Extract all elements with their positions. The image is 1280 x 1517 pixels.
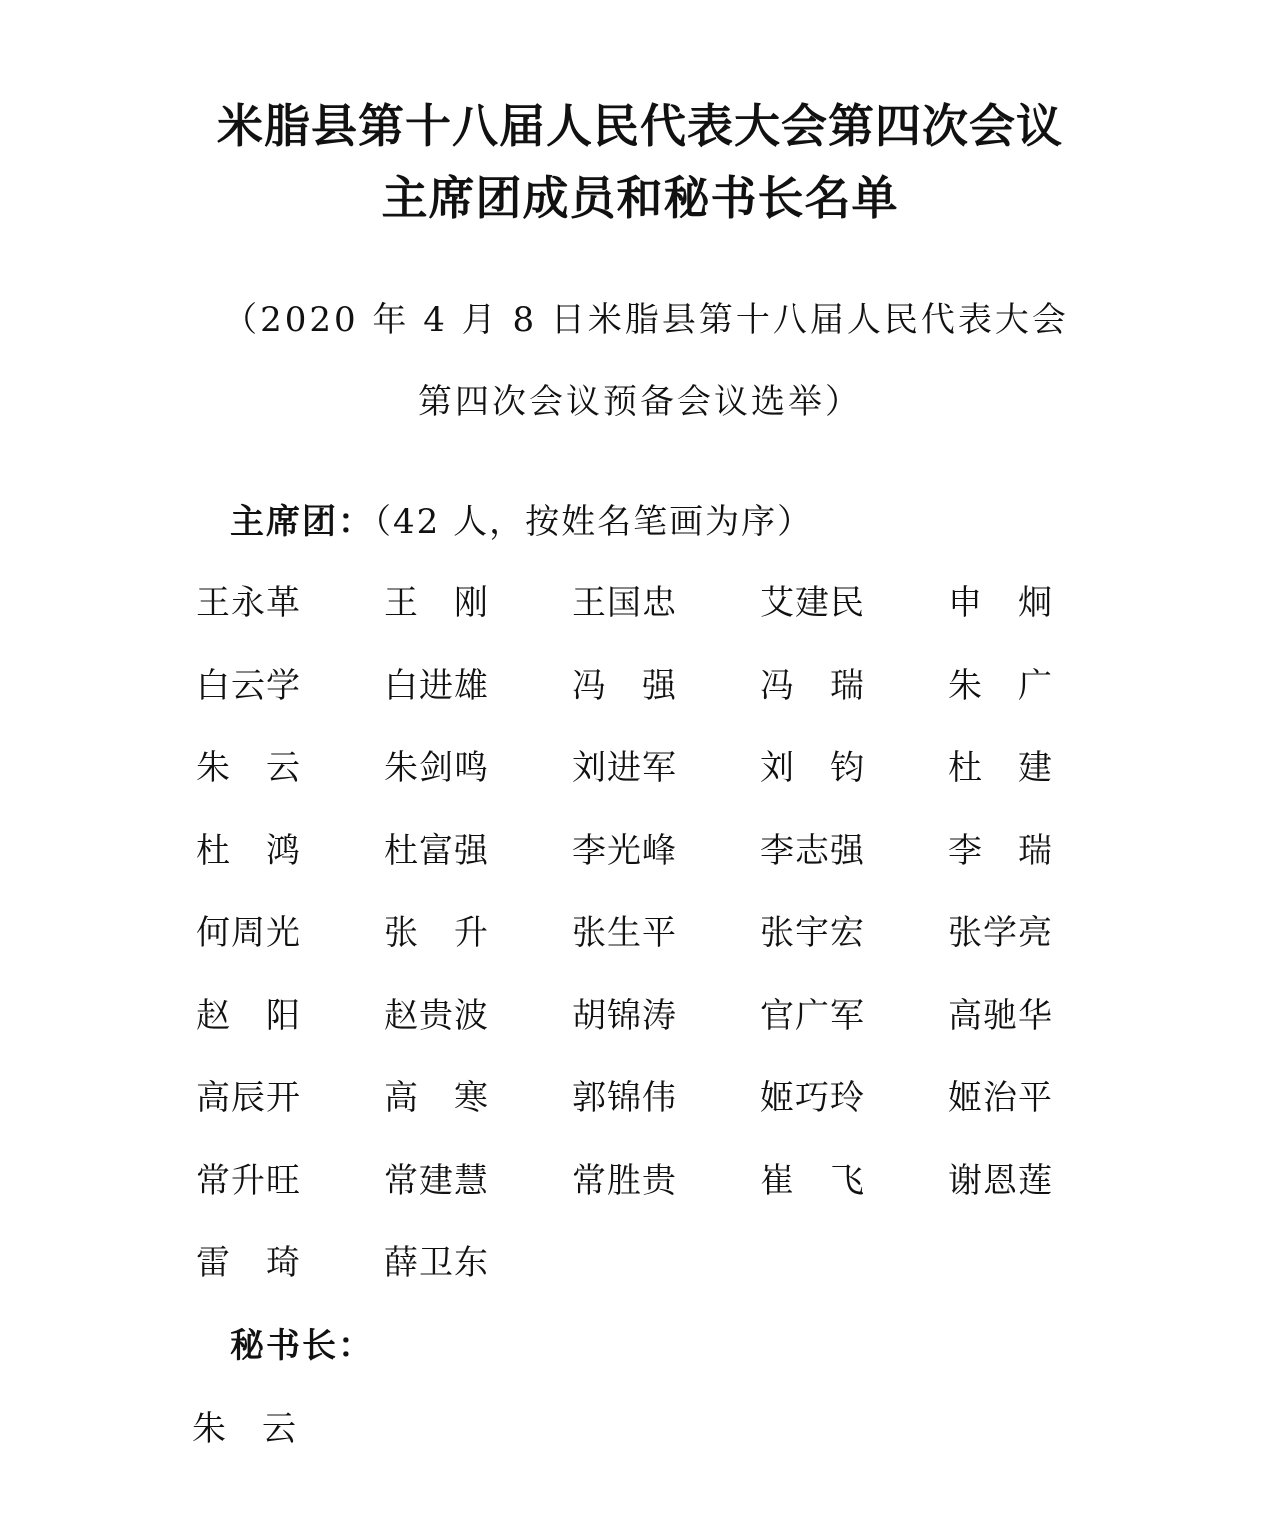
presidium-member: 崔 飞 [760, 1160, 865, 1201]
presidium-member: 王国忠 [572, 583, 677, 623]
presidium-member: 常建慧 [384, 1160, 489, 1201]
secretary-name: 朱 云 [192, 1409, 297, 1449]
presidium-member: 王 刚 [384, 583, 489, 623]
presidium-member: 白进雄 [384, 665, 489, 706]
presidium-heading [230, 500, 813, 544]
presidium-member: 冯 瑞 [760, 665, 865, 706]
presidium-member: 朱剑鸣 [384, 748, 489, 788]
presidium-member: 杜 鸿 [196, 830, 301, 871]
presidium-member: 杜富强 [384, 830, 489, 871]
presidium-member: 谢恩莲 [948, 1160, 1053, 1201]
presidium-member: 朱 云 [196, 748, 301, 788]
presidium-member: 郭锦伟 [572, 1078, 677, 1118]
secretary-label: 秘书长： [230, 1326, 374, 1366]
election-note-line-1: （2020 年 4 月 8 日米脂县第十八届人民代表大会 [223, 300, 1069, 340]
presidium-member: 姬治平 [948, 1078, 1053, 1118]
presidium-member: 姬巧玲 [760, 1078, 865, 1118]
presidium-member: 冯 强 [572, 665, 677, 706]
presidium-label: 主席团： [230, 502, 374, 542]
presidium-member: 高辰开 [196, 1078, 301, 1118]
presidium-member: 刘 钧 [760, 748, 865, 788]
presidium-member: 艾建民 [760, 583, 865, 623]
presidium-member: 何周光 [196, 913, 301, 953]
presidium-member: 高 寒 [384, 1078, 489, 1118]
presidium-member: 李光峰 [572, 830, 677, 871]
presidium-member: 官广军 [760, 995, 865, 1036]
presidium-member: 赵 阳 [196, 995, 301, 1036]
presidium-member: 刘进军 [572, 748, 677, 788]
presidium-member: 白云学 [196, 665, 301, 706]
presidium-member: 张 升 [384, 913, 489, 953]
presidium-member: 李志强 [760, 830, 865, 871]
presidium-member: 高驰华 [948, 995, 1053, 1036]
presidium-member: 张生平 [572, 913, 677, 953]
presidium-member: 朱 广 [948, 665, 1053, 706]
presidium-member: 胡锦涛 [572, 995, 677, 1036]
presidium-note: （42 人，按姓名笔画为序） [374, 502, 814, 542]
presidium-member: 赵贵波 [384, 995, 489, 1036]
election-note-line-2: 第四次会议预备会议选举） [418, 382, 862, 422]
presidium-member: 王永革 [196, 583, 301, 623]
presidium-member: 常胜贵 [572, 1160, 677, 1201]
presidium-member: 常升旺 [196, 1160, 301, 1201]
presidium-member: 张学亮 [948, 913, 1053, 953]
presidium-member: 张宇宏 [760, 913, 865, 953]
presidium-member: 薛卫东 [384, 1243, 489, 1283]
presidium-member: 雷 琦 [196, 1243, 301, 1283]
presidium-member: 杜 建 [948, 748, 1053, 788]
document-title-line-2: 主席团成员和秘书长名单 [381, 171, 899, 225]
presidium-member-list [196, 578, 1156, 1321]
presidium-member: 申 炯 [948, 583, 1053, 623]
presidium-member: 李 瑞 [948, 830, 1053, 871]
document-title-line-1: 米脂县第十八届人民代表大会第四次会议 [217, 99, 1063, 153]
secretary-heading [230, 1324, 374, 1368]
